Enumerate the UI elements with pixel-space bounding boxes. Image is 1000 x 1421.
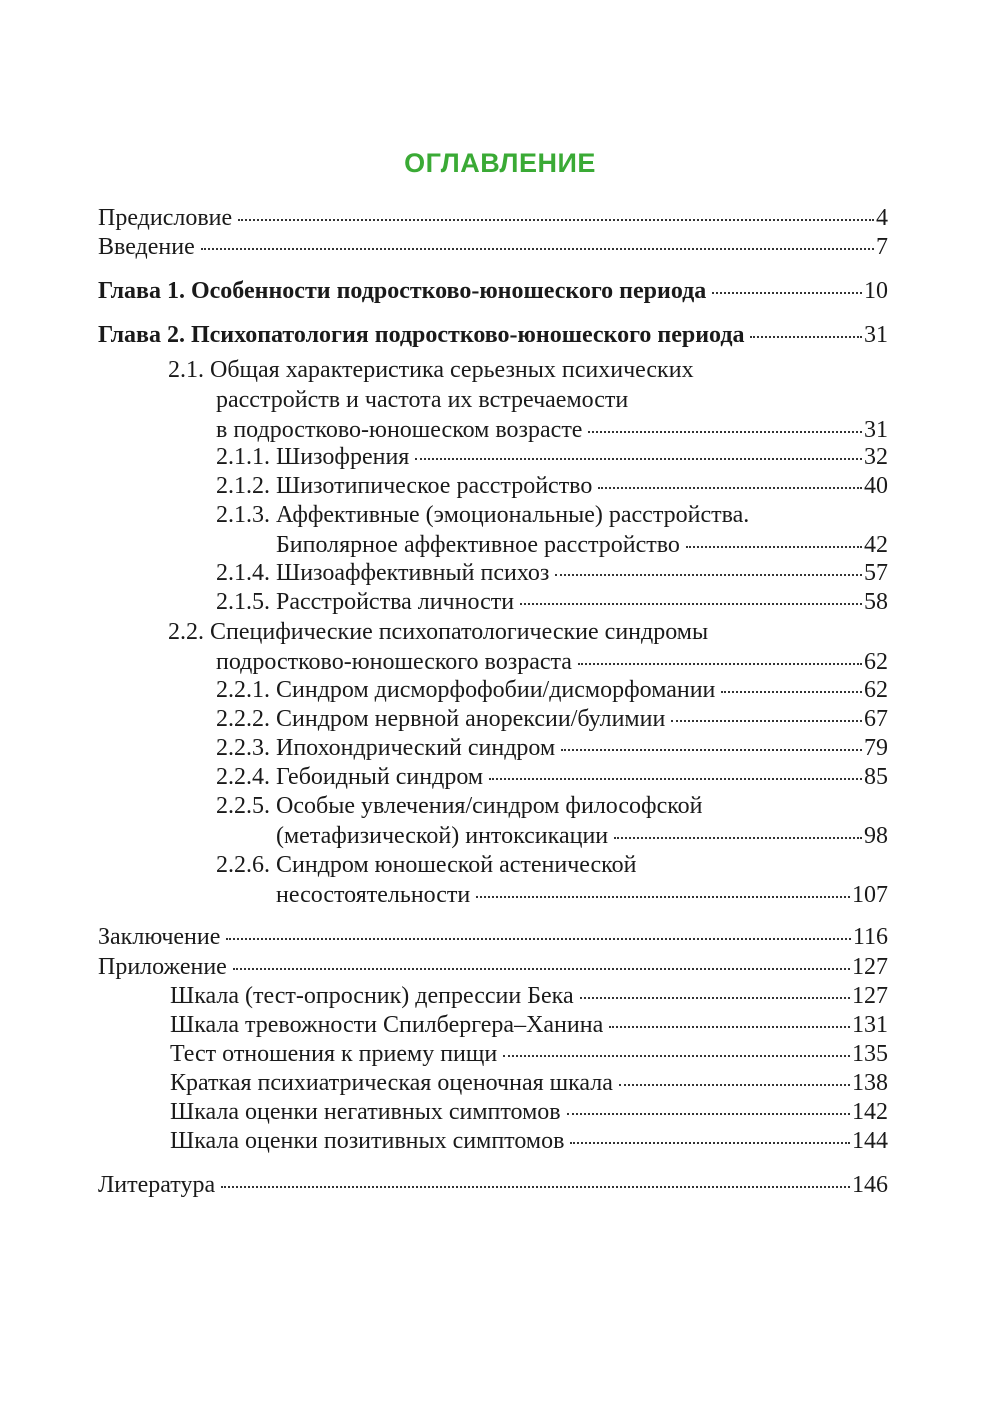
leader-dots (567, 1113, 850, 1115)
toc-entry-label: 2.2.2. Синдром нервной анорексии/булимии (216, 706, 666, 732)
toc-entry-section-2-2[interactable] (168, 617, 888, 677)
toc-entry-appendix-item[interactable] (170, 1039, 888, 1069)
toc-entry-appendix-item[interactable] (170, 1068, 888, 1098)
leader-dots (619, 1084, 850, 1086)
toc-page-number: 67 (864, 706, 888, 732)
toc-page-number: 146 (852, 1172, 888, 1198)
toc-page-number: 85 (864, 764, 888, 790)
leader-dots (588, 431, 862, 433)
page-title: ОГЛАВЛЕНИЕ (404, 148, 596, 178)
toc-entry-appendix-item[interactable] (170, 1097, 888, 1127)
leader-dots (598, 487, 862, 489)
toc-entry-chapter-1[interactable] (98, 276, 888, 306)
toc-entry-section-2-1-4[interactable] (216, 558, 888, 588)
leader-dots (712, 292, 862, 294)
toc-page-number: 131 (852, 1012, 888, 1038)
toc-page-number: 32 (864, 444, 888, 470)
toc-entry-label: Тест отношения к приему пищи (170, 1041, 498, 1067)
toc-page-number: 31 (864, 322, 888, 348)
toc-page-number: 116 (852, 924, 888, 950)
leader-dots (721, 691, 862, 693)
toc-entry-section-2-1-3[interactable] (216, 500, 888, 560)
toc-entry-label: Краткая психиатрическая оценочная шкала (170, 1070, 613, 1096)
toc-entry-label: 2.2.1. Синдром дисморфофобии/дисморфомании (216, 677, 716, 703)
toc-entry-label: (метафизической) интоксикации (276, 823, 609, 849)
leader-dots (570, 1142, 850, 1144)
toc-entry-label: Предисловие (98, 205, 233, 231)
toc-entry-label: Введение (98, 234, 195, 260)
toc-entry-section-2-2-6[interactable] (216, 850, 888, 910)
leader-dots (503, 1055, 850, 1057)
leader-dots (520, 603, 862, 605)
toc-entry-appendix[interactable] (98, 952, 888, 982)
leader-dots (750, 336, 862, 338)
toc-entry-label: Глава 2. Психопатология подростково-юношеского периода (98, 322, 745, 348)
leader-dots (476, 896, 850, 898)
toc-entry-label: 2.1. Общая характеристика серьезных психических (168, 357, 694, 383)
leader-dots (489, 778, 862, 780)
toc-entry-chapter-2[interactable] (98, 320, 888, 350)
toc-entry-label: 2.2.4. Гебоидный синдром (216, 764, 484, 790)
toc-entry-label: Заключение (98, 924, 221, 950)
toc-page-number: 40 (864, 473, 888, 499)
toc-entry-appendix-item[interactable] (170, 981, 888, 1011)
toc-page-number: 4 (876, 205, 888, 231)
toc-entry-section-2-2-4[interactable] (216, 762, 888, 792)
toc-entry-label: 2.2.3. Ипохондрический синдром (216, 735, 556, 761)
toc-entry-section-2-2-1[interactable] (216, 675, 888, 705)
toc-page-number: 135 (852, 1041, 888, 1067)
toc-entry-label: 2.1.2. Шизотипическое расстройство (216, 473, 593, 499)
leader-dots (238, 219, 874, 221)
toc-entry-label: Шкала оценки негативных симптомов (170, 1099, 561, 1125)
leader-dots (221, 1186, 850, 1188)
toc-entry-section-2-1-5[interactable] (216, 587, 888, 617)
toc-entry-label: 2.2.6. Синдром юношеской астенической (216, 852, 637, 878)
toc-entry-label: Литература (98, 1172, 216, 1198)
toc-entry-section-2-2-2[interactable] (216, 704, 888, 734)
toc-entry-label: Глава 1. Особенности подростково-юношеского периода (98, 278, 707, 304)
toc-entry-section-2-1-1[interactable] (216, 442, 888, 472)
toc-entry-section-2-2-5[interactable] (216, 791, 888, 851)
toc-entry-label: несостоятельности (276, 882, 471, 908)
toc-entry-label: подростково-юношеского возраста (216, 649, 572, 675)
toc-page-number: 57 (864, 560, 888, 586)
leader-dots (580, 997, 850, 999)
toc-entry-label: 2.1.1. Шизофрения (216, 444, 410, 470)
toc-page-number: 42 (864, 532, 888, 558)
toc-entry-section-2-2-3[interactable] (216, 733, 888, 763)
toc-page-number: 79 (864, 735, 888, 761)
toc-page-number: 144 (852, 1128, 888, 1154)
toc-page-number: 142 (852, 1099, 888, 1125)
toc-page-number: 127 (852, 954, 888, 980)
toc-entry-label: 2.2.5. Особые увлечения/синдром философской (216, 793, 703, 819)
toc-entry-appendix-item[interactable] (170, 1126, 888, 1156)
toc-entry-label: Шкала оценки позитивных симптомов (170, 1128, 565, 1154)
toc-page-number: 62 (864, 677, 888, 703)
toc-entry-label: Приложение (98, 954, 227, 980)
toc-page-number: 7 (876, 234, 888, 260)
toc-page-number: 138 (852, 1070, 888, 1096)
leader-dots (226, 938, 851, 940)
toc-entry-label: Шкала тревожности Спилбергера–Ханина (170, 1012, 604, 1038)
toc-entry-preface[interactable] (98, 203, 888, 233)
leader-dots (609, 1026, 850, 1028)
leader-dots (686, 546, 862, 548)
leader-dots (415, 458, 862, 460)
toc-entry-appendix-item[interactable] (170, 1010, 888, 1040)
toc-entry-label: Шкала (тест-опросник) депрессии Бека (170, 983, 574, 1009)
toc-entry-label: в подростково-юношеском возрасте (216, 417, 583, 443)
leader-dots (201, 248, 874, 250)
toc-entry-references[interactable] (98, 1170, 888, 1200)
toc-page-number: 58 (864, 589, 888, 615)
leader-dots (555, 574, 862, 576)
toc-entry-label: 2.1.4. Шизоаффективный психоз (216, 560, 550, 586)
toc-entry-label: 2.1.5. Расстройства личности (216, 589, 515, 615)
leader-dots (671, 720, 862, 722)
toc-entry-label: 2.1.3. Аффективные (эмоциональные) расстройства. (216, 502, 750, 528)
toc-page-number: 10 (864, 278, 888, 304)
toc-page-number: 107 (852, 882, 888, 908)
leader-dots (614, 837, 862, 839)
toc-entry-section-2-1[interactable] (168, 355, 888, 445)
leader-dots (578, 663, 862, 665)
toc-entry-introduction[interactable] (98, 232, 888, 262)
toc-page-number: 98 (864, 823, 888, 849)
toc-entry-label: расстройств и частота их встречаемости (216, 387, 629, 413)
toc-entry-conclusion[interactable] (98, 922, 888, 952)
toc-entry-label: Биполярное аффективное расстройство (276, 532, 680, 558)
toc-page-number: 62 (864, 649, 888, 675)
toc-page-number: 31 (864, 417, 888, 443)
toc-page-number: 127 (852, 983, 888, 1009)
toc-entry-label: 2.2. Специфические психопатологические синдромы (168, 619, 709, 645)
toc-entry-section-2-1-2[interactable] (216, 471, 888, 501)
leader-dots (561, 749, 862, 751)
leader-dots (233, 968, 850, 970)
